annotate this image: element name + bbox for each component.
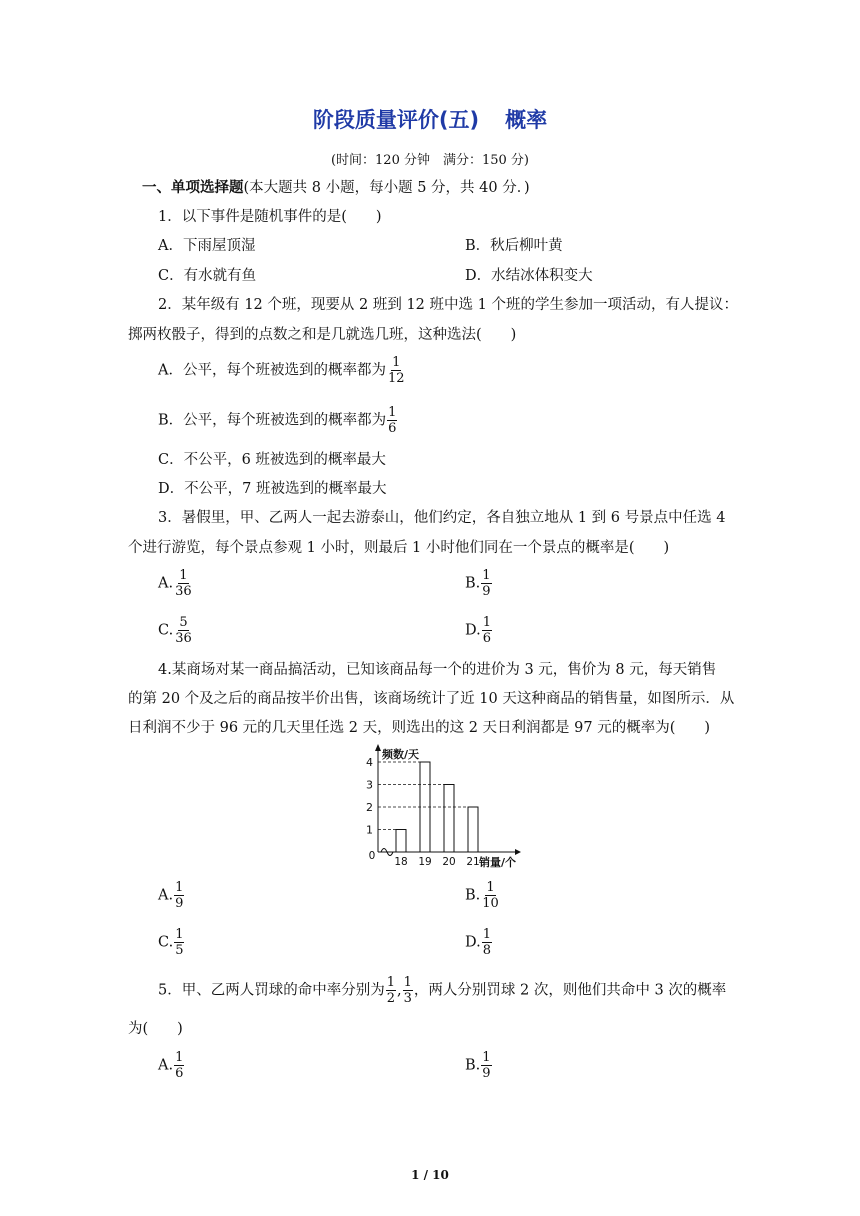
fraction bbox=[174, 568, 193, 599]
fraction-numerator: 1 bbox=[179, 568, 188, 583]
fraction-denominator: 5 bbox=[175, 943, 184, 958]
fraction bbox=[387, 405, 397, 436]
q3-option-d bbox=[465, 615, 493, 646]
exam-info: (时间：120 分钟 满分：150 分) bbox=[330, 153, 530, 168]
x-tick-label: 20 bbox=[442, 856, 456, 868]
q4-option-d bbox=[465, 927, 493, 958]
fraction bbox=[481, 880, 500, 911]
fraction-denominator: 12 bbox=[387, 371, 405, 386]
fraction-denominator: 9 bbox=[482, 584, 491, 599]
option-label: B. bbox=[465, 1057, 481, 1074]
q1-option-b: B．秋后柳叶黄 bbox=[465, 238, 563, 254]
y-tick-label: 4 bbox=[366, 756, 373, 769]
fraction bbox=[403, 975, 413, 1006]
fraction bbox=[174, 927, 184, 958]
fraction-numerator: 1 bbox=[388, 405, 397, 420]
fraction-numerator: 1 bbox=[482, 615, 491, 630]
fraction-numerator: 1 bbox=[386, 975, 396, 990]
fraction-numerator: 1 bbox=[403, 975, 412, 990]
q4-option-b bbox=[465, 880, 501, 911]
q5-text-a: 5．甲、乙两人罚球的命中率分别为 bbox=[158, 982, 385, 999]
title-main: 阶段质量评价(五) bbox=[312, 108, 480, 132]
page-number: 1 / 10 bbox=[411, 1168, 449, 1182]
fraction bbox=[482, 615, 492, 646]
x-axis-arrow bbox=[515, 849, 521, 855]
fraction bbox=[174, 615, 193, 646]
fraction-denominator: 36 bbox=[175, 584, 192, 599]
q1-stem: 1．以下事件是随机事件的是( ) bbox=[158, 209, 382, 225]
option-label: B. bbox=[465, 575, 481, 592]
fraction-numerator: 1 bbox=[482, 1050, 491, 1065]
section-title: 一、单项选择题 bbox=[142, 179, 244, 196]
option-label: A. bbox=[158, 887, 174, 904]
separator: , bbox=[397, 982, 402, 999]
fraction-numerator: 1 bbox=[482, 568, 491, 583]
fraction-denominator: 9 bbox=[175, 896, 184, 911]
q5-option-b bbox=[465, 1050, 493, 1081]
option-label: A. bbox=[158, 575, 174, 592]
q3-option-a bbox=[158, 568, 194, 599]
bar bbox=[396, 830, 406, 853]
q3-stem-line2: 个进行游览，每个景点参观 1 小时，则最后 1 小时他们同在一个景点的概率是( ) bbox=[128, 540, 670, 556]
fraction-denominator: 36 bbox=[175, 631, 192, 646]
fraction-denominator: 8 bbox=[482, 943, 491, 958]
fraction bbox=[481, 1050, 491, 1081]
q2-option-a bbox=[158, 355, 407, 386]
fraction-numerator: 1 bbox=[392, 355, 401, 370]
q5-stem-line2: 为( ) bbox=[128, 1021, 183, 1037]
fraction-denominator: 6 bbox=[175, 1066, 184, 1081]
q2-option-d: D．不公平，7 班被选到的概率最大 bbox=[158, 481, 387, 497]
x-tick-label: 18 bbox=[394, 856, 408, 868]
fraction bbox=[481, 568, 491, 599]
fraction-denominator: 3 bbox=[403, 991, 412, 1006]
fraction-numerator: 1 bbox=[175, 880, 184, 895]
y-tick-label: 2 bbox=[366, 801, 373, 814]
q3-option-b bbox=[465, 568, 493, 599]
fraction-numerator: 5 bbox=[179, 615, 188, 630]
q5-stem-line1 bbox=[158, 975, 726, 1006]
fraction-denominator: 6 bbox=[388, 421, 397, 436]
q5-option-a bbox=[158, 1050, 185, 1081]
section-heading bbox=[142, 178, 530, 198]
x-axis-title: 销量/个 bbox=[479, 856, 517, 869]
sales-frequency-chart bbox=[360, 742, 530, 872]
option-label: C. bbox=[158, 934, 174, 951]
y-axis-title: 频数/天 bbox=[382, 748, 420, 761]
q4-stem-line3: 日利润不少于 96 元的几天里任选 2 天，则选出的这 2 天日利润都是 97 元的概率为( ) bbox=[128, 720, 711, 736]
q1-option-d: D．水结冰体积变大 bbox=[465, 268, 593, 284]
fraction bbox=[174, 1050, 184, 1081]
q2-option-b-text: B．公平，每个班被选到的概率都为 bbox=[158, 412, 387, 429]
q5-text-b: ，两人分别罚球 2 次，则他们共命中 3 次的概率 bbox=[413, 982, 727, 999]
bar bbox=[468, 807, 478, 852]
section-note: (本大题共 8 小题，每小题 5 分，共 40 分．) bbox=[243, 180, 530, 196]
fraction-numerator: 1 bbox=[175, 927, 184, 942]
origin-label: 0 bbox=[368, 850, 376, 862]
fraction-denominator: 10 bbox=[482, 896, 499, 911]
x-tick-label: 19 bbox=[418, 856, 432, 868]
q3-stem-line1: 3．暑假里，甲、乙两人一起去游泰山，他们约定，各自独立地从 1 到 6 号景点中任选 4 bbox=[158, 510, 726, 526]
q2-option-b bbox=[158, 405, 398, 436]
fraction-denominator: 2 bbox=[386, 991, 396, 1006]
q1-option-a: A．下雨屋顶湿 bbox=[158, 238, 256, 254]
bar bbox=[444, 785, 454, 853]
y-tick-label: 3 bbox=[366, 778, 373, 792]
q4-option-c bbox=[158, 927, 185, 958]
fraction-numerator: 1 bbox=[482, 927, 491, 942]
option-label: B. bbox=[465, 887, 481, 904]
option-label: D. bbox=[465, 622, 481, 639]
option-label: C. bbox=[158, 622, 174, 639]
fraction-denominator: 9 bbox=[482, 1066, 491, 1081]
q4-option-a bbox=[158, 880, 185, 911]
page-title bbox=[0, 104, 860, 134]
fraction bbox=[386, 975, 396, 1006]
q2-stem-line1: 2．某年级有 12 个班，现要从 2 班到 12 班中选 1 个班的学生参加一项活动，有人提议： bbox=[158, 297, 738, 313]
y-tick-label: 1 bbox=[366, 823, 373, 837]
fraction-numerator: 1 bbox=[175, 1050, 184, 1065]
fraction bbox=[482, 927, 492, 958]
q2-stem-line2: 掷两枚骰子，得到的点数之和是几就选几班，这种选法( ) bbox=[128, 327, 517, 343]
fraction-numerator: 1 bbox=[486, 880, 495, 895]
fraction-denominator: 6 bbox=[482, 631, 491, 646]
y-axis-arrow bbox=[375, 744, 381, 751]
fraction bbox=[387, 355, 406, 386]
option-label: D. bbox=[465, 934, 481, 951]
q2-option-c: C．不公平，6 班被选到的概率最大 bbox=[158, 452, 386, 468]
x-tick-label: 21 bbox=[466, 856, 480, 868]
title-topic: 概率 bbox=[505, 108, 548, 132]
option-label: A. bbox=[158, 1057, 174, 1074]
fraction bbox=[174, 880, 184, 911]
q2-option-a-text: A．公平，每个班被选到的概率都为 bbox=[158, 362, 386, 379]
q3-option-c bbox=[158, 615, 194, 646]
q4-stem-line2: 的第 20 个及之后的商品按半价出售，该商场统计了近 10 天这种商品的销售量，如图所示．从 bbox=[128, 691, 735, 707]
q4-stem-line1: 4.某商场对某一商品搞活动，已知该商品每一个的进价为 3 元，售价为 8 元，每天销售 bbox=[158, 662, 717, 678]
q1-option-c: C．有水就有鱼 bbox=[158, 268, 257, 284]
